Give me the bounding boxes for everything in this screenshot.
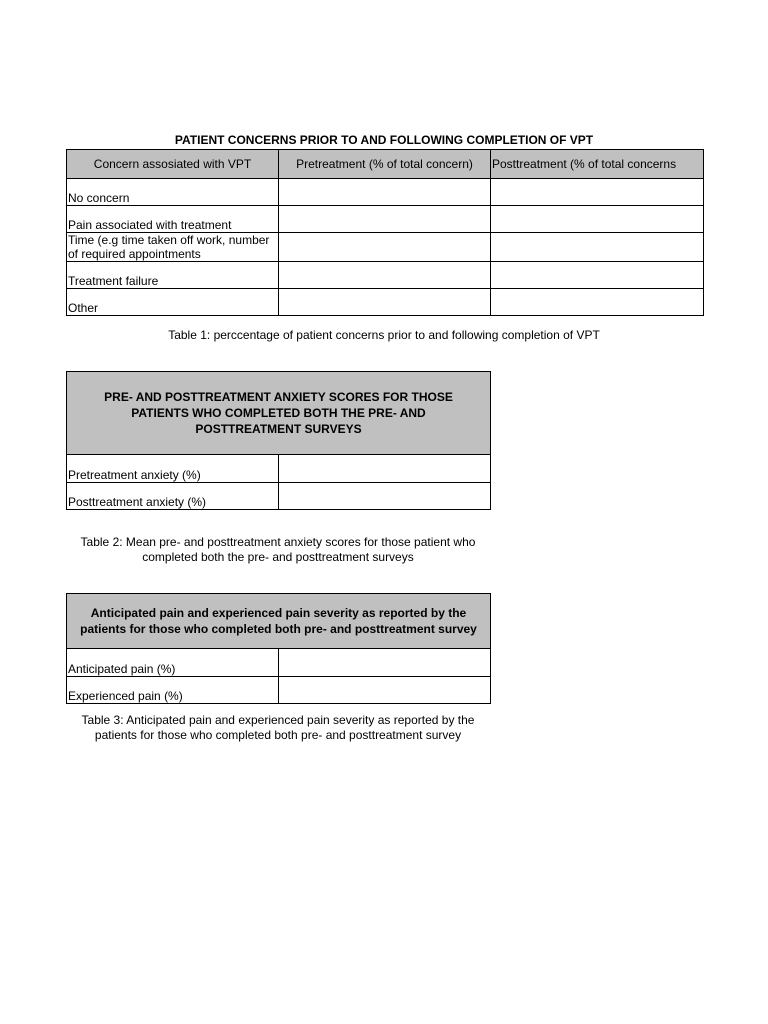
table1-posttreatment-cell [491,262,704,289]
table1-posttreatment-cell [491,289,704,316]
table1-header-row [67,150,704,179]
table-row [67,206,704,233]
table1-row-label: Time (e.g time taken off work, number of required appointments [67,233,279,262]
table1-pretreatment-cell [279,179,491,206]
table1-header-posttreatment: Posttreatment (% of total concerns [491,150,704,179]
table2-value-cell [279,455,491,483]
table1-header-concern: Concern assosiated with VPT [67,150,279,179]
table1-row-label: Pain associated with treatment [67,206,279,233]
table2-header: PRE- AND POSTTREATMENT ANXIETY SCORES FOR THOSE PATIENTS WHO COMPLETED BOTH THE PRE- AND POSTTREATMENT SURVEYS [67,372,491,455]
table-row [67,233,704,262]
table-row [67,289,704,316]
table2-caption: Table 2: Mean pre- and posttreatment anxiety scores for those patient who completed both the pre- and posttreatment surveys [80,535,476,564]
table3-row-label: Experienced pain (%) [67,677,279,704]
table2-value-cell [279,483,491,510]
table1-row-label: Treatment failure [67,262,279,289]
table-row [67,455,491,483]
table3-value-cell [279,677,491,704]
table3-caption: Table 3: Anticipated pain and experienced pain severity as reported by the patients for those who completed both pre- and posttreatment survey [81,713,475,742]
table1-pretreatment-cell [279,262,491,289]
table1-posttreatment-cell [491,206,704,233]
table2-row-label: Posttreatment anxiety (%) [67,483,279,510]
table3-row-label: Anticipated pain (%) [67,649,279,677]
patient-concerns-table [66,149,704,316]
table1-pretreatment-cell [279,289,491,316]
table1-pretreatment-cell [279,233,491,262]
table1-row-label: No concern [67,179,279,206]
table1-caption: Table 1: perccentage of patient concerns prior to and following completion of VPT [168,328,600,342]
table-row [67,677,491,704]
table3-header-row [67,594,491,649]
table3-value-cell [279,649,491,677]
table-row [67,483,491,510]
table-row [67,179,704,206]
table3-header: Anticipated pain and experienced pain severity as reported by the patients for those who completed both pre- and posttreatment survey [67,594,491,649]
table1-posttreatment-cell [491,233,704,262]
table2-header-row [67,372,491,455]
table2-row-label: Pretreatment anxiety (%) [67,455,279,483]
table1-header-pretreatment: Pretreatment (% of total concern) [279,150,491,179]
pain-severity-table [66,593,491,704]
table-row [67,649,491,677]
table1-pretreatment-cell [279,206,491,233]
table1-posttreatment-cell [491,179,704,206]
table1-title: PATIENT CONCERNS PRIOR TO AND FOLLOWING COMPLETION OF VPT [174,133,594,147]
anxiety-scores-table [66,371,491,510]
table-row [67,262,704,289]
table1-row-label: Other [67,289,279,316]
